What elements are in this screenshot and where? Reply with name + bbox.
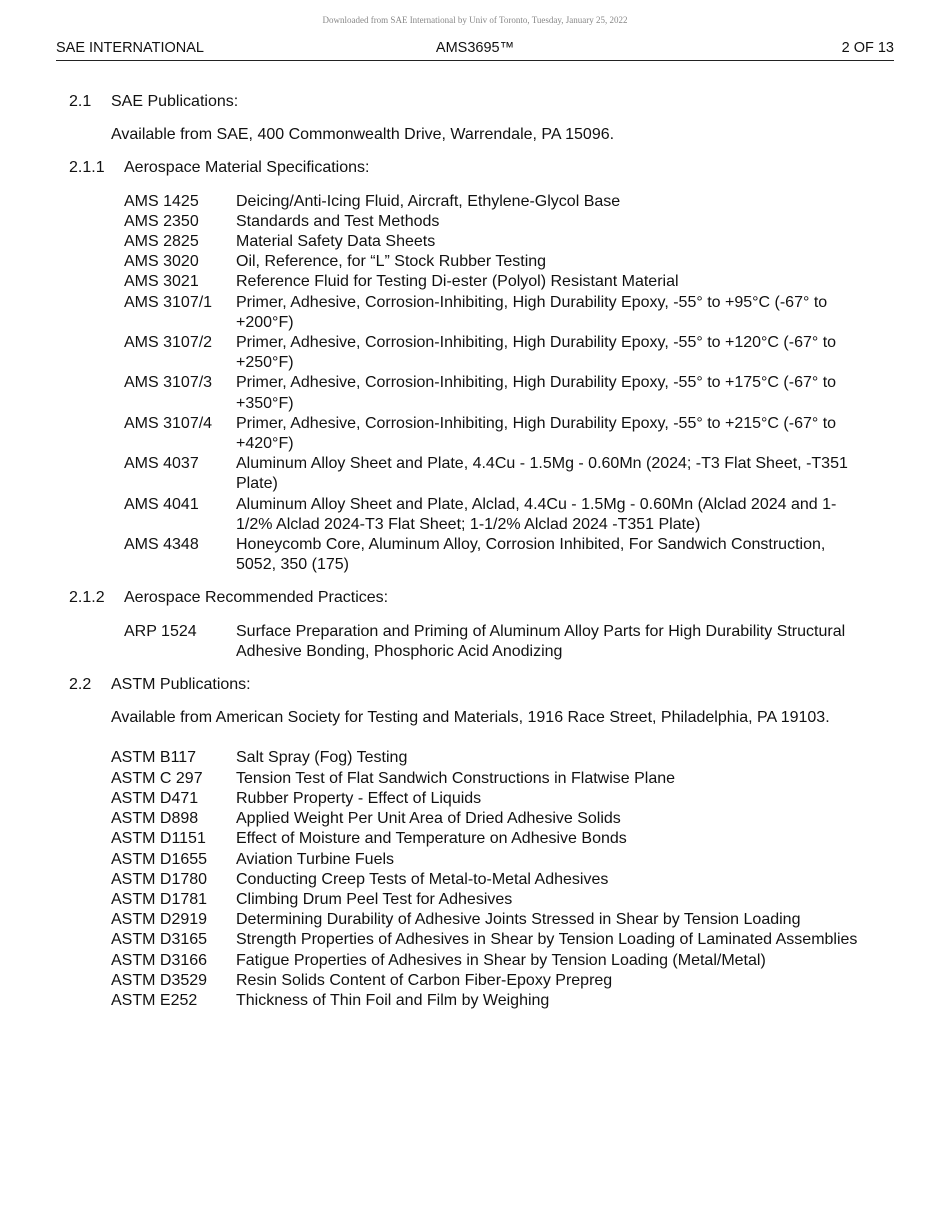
section-2-1-2-heading (69, 588, 889, 608)
reference-code: ASTM B117 (111, 749, 197, 767)
section-2-1-heading (69, 92, 889, 112)
reference-description: Material Safety Data Sheets (236, 233, 436, 251)
reference-row (111, 809, 889, 829)
reference-row (124, 293, 889, 333)
reference-row (111, 910, 889, 930)
reference-code: ASTM D1780 (111, 870, 208, 888)
reference-code: AMS 4348 (124, 536, 199, 554)
reference-code: AMS 2825 (124, 233, 199, 251)
reference-description: Primer, Adhesive, Corrosion-Inhibiting, High Durability Epoxy, -55° to +120°C (-67° to +250°F) (236, 334, 837, 372)
reference-description: Effect of Moisture and Temperature on Adhesive Bonds (236, 830, 627, 848)
reference-row (124, 622, 889, 662)
reference-row (124, 212, 889, 232)
reference-row (111, 769, 889, 789)
reference-description: Fatigue Properties of Adhesives in Shear by Tension Loading (Metal/Metal) (236, 951, 766, 969)
reference-description: Tension Test of Flat Sandwich Constructions in Flatwise Plane (236, 769, 676, 787)
reference-description: Salt Spray (Fog) Testing (236, 749, 408, 767)
sae-address-paragraph: Available from SAE, 400 Commonwealth Drive, Warrendale, PA 15096. (111, 126, 615, 144)
page-header (56, 38, 894, 61)
reference-code: AMS 2350 (124, 212, 199, 230)
reference-code: AMS 3107/1 (124, 293, 213, 311)
reference-description: Applied Weight Per Unit Area of Dried Adhesive Solids (236, 810, 621, 828)
header-page-number: 2 OF 13 (841, 40, 894, 56)
reference-description: Surface Preparation and Priming of Aluminum Alloy Parts for High Durability Structural Adhesive Bonding, Phosphoric Acid Anodizing (236, 622, 846, 660)
reference-description: Reference Fluid for Testing Di-ester (Polyol) Resistant Material (236, 273, 679, 291)
reference-row (111, 748, 889, 768)
reference-row (124, 373, 889, 413)
astm-reference-list (111, 748, 889, 1011)
reference-row (111, 850, 889, 870)
section-2-1-1-heading (69, 158, 889, 178)
reference-row (111, 870, 889, 890)
reference-description: Primer, Adhesive, Corrosion-Inhibiting, High Durability Epoxy, -55° to +215°C (-67° to +420°F) (236, 414, 837, 453)
reference-row (124, 192, 889, 212)
reference-row (111, 971, 889, 991)
reference-description: Thickness of Thin Foil and Film by Weighing (236, 991, 550, 1009)
reference-description: Rubber Property - Effect of Liquids (236, 789, 482, 807)
section-title: SAE Publications: (111, 93, 239, 110)
reference-code: ASTM D1151 (111, 830, 206, 848)
section-number: 2.2 (69, 676, 92, 694)
reference-row (124, 414, 889, 454)
reference-description: Determining Durability of Adhesive Joints Stressed in Shear by Tension Loading (236, 911, 801, 929)
reference-description: Primer, Adhesive, Corrosion-Inhibiting, High Durability Epoxy, -55° to +95°C (-67° to +200°F) (236, 293, 828, 331)
astm-address-paragraph: Available from American Society for Testing and Materials, 1916 Race Street, Philadelphia, PA 19103. (111, 709, 830, 727)
header-publisher: SAE INTERNATIONAL (56, 40, 204, 56)
reference-description: Climbing Drum Peel Test for Adhesives (236, 890, 513, 908)
section-title: ASTM Publications: (111, 676, 251, 694)
reference-description: Honeycomb Core, Aluminum Alloy, Corrosion Inhibited, For Sandwich Construction, 5052, 350 (175) (236, 536, 826, 574)
reference-code: AMS 1425 (124, 192, 199, 210)
reference-code: ASTM D471 (111, 789, 199, 807)
reference-code: ASTM E252 (111, 991, 198, 1009)
reference-description: Aluminum Alloy Sheet and Plate, 4.4Cu - 1.5Mg - 0.60Mn (2024; -T3 Flat Sheet, -T351 Plate) (236, 455, 848, 493)
reference-description: Aluminum Alloy Sheet and Plate, Alclad, 4.4Cu - 1.5Mg - 0.60Mn (Alclad 2024 and 1-1/2% Alclad 2024-T3 Flat Sheet; 1-1/2% Alclad 2024 -T351 Plate) (236, 495, 837, 533)
ams-reference-list (124, 192, 889, 576)
reference-code: ASTM D898 (111, 810, 199, 828)
section-number: 2.1 (69, 93, 92, 110)
reference-description: Oil, Reference, for “L” Stock Rubber Testing (236, 253, 547, 271)
reference-row (124, 232, 889, 252)
section-number: 2.1.1 (69, 159, 105, 177)
reference-row (111, 930, 889, 950)
reference-code: AMS 4037 (124, 455, 199, 473)
reference-code: AMS 3107/2 (124, 334, 213, 352)
download-watermark: Downloaded from SAE International by Univ of Toronto, Tuesday, January 25, 2022 (322, 15, 628, 25)
reference-code: AMS 4041 (124, 495, 199, 513)
reference-code: ASTM D3166 (111, 951, 208, 969)
reference-row (124, 272, 889, 292)
section-number: 2.1.2 (69, 589, 105, 607)
reference-description: Deicing/Anti-Icing Fluid, Aircraft, Ethylene-Glycol Base (236, 192, 621, 210)
reference-row (111, 789, 889, 809)
reference-row (124, 535, 889, 575)
reference-code: AMS 3107/4 (124, 414, 213, 432)
reference-row (111, 991, 889, 1011)
reference-row (124, 333, 889, 373)
reference-code: ASTM D1655 (111, 850, 208, 868)
document-body (69, 92, 889, 1011)
reference-description: Standards and Test Methods (236, 212, 440, 230)
reference-row (124, 454, 889, 494)
reference-code: ASTM D2919 (111, 911, 208, 929)
reference-description: Resin Solids Content of Carbon Fiber-Epoxy Prepreg (236, 971, 613, 989)
reference-row (111, 890, 889, 910)
arp-reference-list (124, 622, 889, 662)
reference-description: Aviation Turbine Fuels (236, 850, 395, 868)
section-title: Aerospace Material Specifications: (124, 159, 370, 177)
reference-row (124, 495, 889, 535)
reference-code: AMS 3020 (124, 253, 199, 271)
reference-description: Strength Properties of Adhesives in Shear by Tension Loading of Laminated Assemblies (236, 931, 858, 949)
reference-row (111, 829, 889, 849)
reference-code: ARP 1524 (124, 622, 197, 640)
section-2-2-heading (69, 675, 889, 695)
section-title: Aerospace Recommended Practices: (124, 589, 389, 607)
reference-row (124, 252, 889, 272)
reference-code: ASTM D3529 (111, 971, 208, 989)
reference-description: Conducting Creep Tests of Metal-to-Metal Adhesives (236, 870, 609, 888)
reference-code: ASTM D1781 (111, 890, 208, 908)
reference-row (111, 951, 889, 971)
reference-description: Primer, Adhesive, Corrosion-Inhibiting, High Durability Epoxy, -55° to +175°C (-67° to +350°F) (236, 374, 837, 412)
reference-code: ASTM D3165 (111, 931, 208, 949)
reference-code: AMS 3107/3 (124, 374, 213, 392)
reference-code: AMS 3021 (124, 273, 199, 291)
reference-code: ASTM C 297 (111, 769, 203, 787)
header-document-id: AMS3695™ (435, 40, 515, 56)
